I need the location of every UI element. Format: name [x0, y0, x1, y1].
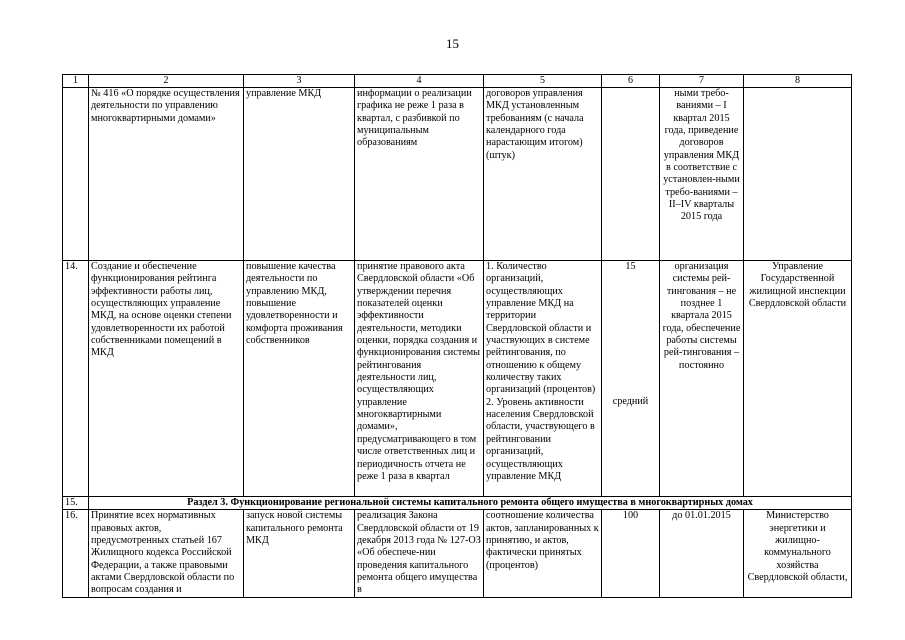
measures-table — [62, 74, 852, 598]
cell-target-value: 100 — [602, 510, 660, 597]
page-number: 15 — [446, 36, 459, 51]
header-col-8: 8 — [744, 75, 852, 88]
header-col-3: 3 — [244, 75, 355, 88]
cell-action: информации о реализации графика не реже 1 раза в квартал, с разбивкой по муниципальным образованиям — [355, 88, 484, 261]
section-row-15 — [63, 497, 852, 510]
cell-responsible: Управление Государственной жилищной инспекции Свердловской области — [744, 261, 852, 497]
header-row — [63, 75, 852, 88]
cell-result: повышение качества деятельности по управлению МКД, повышение удовлетворенности и комфорта проживания собственников — [244, 261, 355, 497]
header-col-6: 6 — [602, 75, 660, 88]
header-col-4: 4 — [355, 75, 484, 88]
cell-number — [63, 88, 89, 261]
cell-responsible — [744, 88, 852, 261]
cell-legal-act: № 416 «О порядке осуществления деятельности по управлению многоквартирными домами» — [89, 88, 244, 261]
target-value-percent: 15 — [625, 261, 636, 272]
header-col-5: 5 — [484, 75, 602, 88]
cell-measure: Создание и обеспечение функционирования рейтинга эффективности работы лиц, осуществляющих управление МКД, на основе оценки степени удовлетворенности их работой собственниками помещений в МКД — [89, 261, 244, 497]
cell-deadline: организация системы рей-тингования – не позднее 1 квартала 2015 года, обеспечение работы системы рей-тингования – постоянно — [660, 261, 744, 497]
table-row-16 — [63, 510, 852, 597]
cell-responsible: Министерство энергетики и жилищно-коммунального хозяйства Свердловской области, — [744, 510, 852, 597]
target-value-level: средний — [612, 396, 649, 408]
cell-action: реализация Закона Свердловской области от 19 декабря 2013 года № 127-ОЗ «Об обеспече-нии проведения капитального ремонта общего имущества в — [355, 510, 484, 597]
cell-action: принятие правового акта Свердловской области «Об утверждении перечня показателей оценки эффективности деятельности, методики оценки, порядка создания и функционирования системы рейтингования деятельности лиц, осуществляющих управление многоквартирными домами», предусматривающего в том числе ответственных лиц и периодичность отчета не реже 1 раза в квартал — [355, 261, 484, 497]
section-title: Раздел 3. Функционирование региональной системы капитального ремонта общего имущества в многоквартирных домах — [89, 497, 852, 510]
cell-indicator: договоров управления МКД установленным требованиям (с начала календарного года нарастающим итогом) (штук) — [484, 88, 602, 261]
cell-result: управление МКД — [244, 88, 355, 261]
cell-indicator: 1. Количество организаций, осуществляющих управление МКД на территории Свердловской области и участвующих в системе рейтингования, по отношению к общему количеству таких организаций (процентов) 2. Уровень активности населения Свердловской области, участвующего в рейтинговании организаций, осуществляющих управление МКД — [484, 261, 602, 497]
cell-measure: Принятие всех нормативных правовых актов, предусмотренных статьей 167 Жилищного кодекса Российской Федерации, а также правовыми актами Свердловской области по вопросам создания и — [89, 510, 244, 597]
cell-number: 14. — [63, 261, 89, 497]
table-row-14 — [63, 261, 852, 497]
cell-result: запуск новой системы капитального ремонта МКД — [244, 510, 355, 597]
cell-deadline: до 01.01.2015 — [660, 510, 744, 597]
cell-indicator: соотношение количества актов, запланированных к принятию, и актов, фактически принятых (процентов) — [484, 510, 602, 597]
cell-target-value — [602, 261, 660, 497]
table-row-continued — [63, 88, 852, 261]
cell-number: 15. — [63, 497, 89, 510]
cell-deadline: ными требо-ваниями – I квартал 2015 года, приведение договоров управления МКД в соответствие с установлен-ными требо-ваниями – II–IV кварталы 2015 года — [660, 88, 744, 261]
cell-target-value — [602, 88, 660, 261]
header-col-2: 2 — [89, 75, 244, 88]
header-col-1: 1 — [63, 75, 89, 88]
cell-number: 16. — [63, 510, 89, 597]
header-col-7: 7 — [660, 75, 744, 88]
